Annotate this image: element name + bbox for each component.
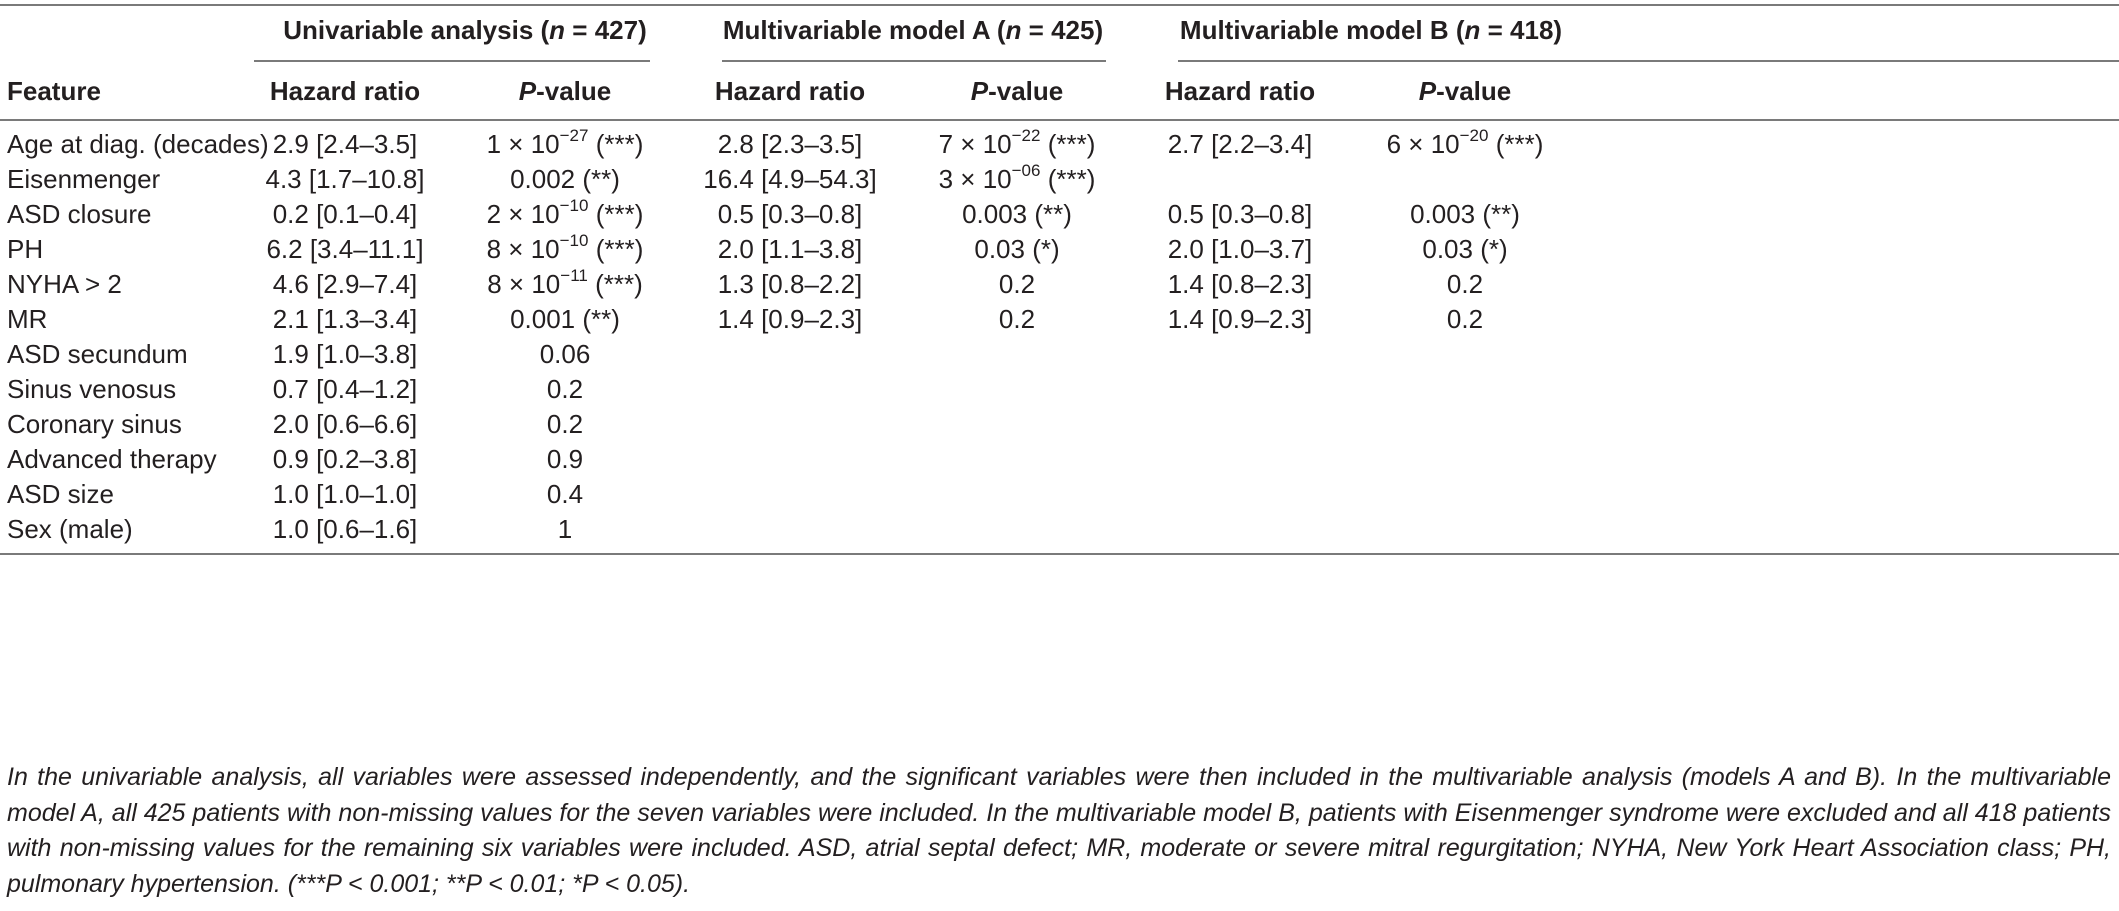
- table-cell-uni-hazard-ratio: 4.6 [2.9–7.4]: [272, 269, 418, 299]
- table-cell-b-pvalue: 0.2: [1446, 304, 1484, 334]
- table-cell-a-hazard-ratio: 0.5 [0.3–0.8]: [717, 199, 863, 229]
- table-cell-feature: MR: [7, 304, 48, 334]
- table-cell-feature: ASD closure: [7, 199, 152, 229]
- table-cell-a-pvalue: 0.03 (*): [974, 234, 1060, 264]
- table-cell-uni-hazard-ratio: 1.0 [1.0–1.0]: [272, 479, 418, 509]
- table-cell-a-hazard-ratio: 2.0 [1.1–3.8]: [717, 234, 863, 264]
- table-cell-a-pvalue: 0.003 (**): [962, 199, 1072, 229]
- column-header-hazard-ratio-model-b: Hazard ratio: [1164, 76, 1316, 106]
- table-cell-uni-pvalue: 0.002 (**): [510, 164, 620, 194]
- table-cell-feature: Coronary sinus: [7, 409, 182, 439]
- table-cell-b-hazard-ratio: 1.4 [0.8–2.3]: [1167, 269, 1313, 299]
- table-cell-feature: ASD size: [7, 479, 114, 509]
- table-cell-feature: NYHA > 2: [7, 269, 122, 299]
- table-cell-uni-pvalue: $8 \times 10^{-10}$ (***): [486, 231, 644, 264]
- column-header-hazard-ratio-univariable: Hazard ratio: [269, 76, 421, 106]
- table-cell-uni-pvalue: 0.2: [546, 409, 584, 439]
- table-cell-b-hazard-ratio: 2.7 [2.2–3.4]: [1167, 129, 1313, 159]
- group-header-model-a: Multivariable model A (n = 425): [722, 15, 1104, 45]
- table-cell-a-hazard-ratio: 1.4 [0.9–2.3]: [717, 304, 863, 334]
- table-cell-b-pvalue: 0.003 (**): [1410, 199, 1520, 229]
- group-header-model-b: Multivariable model B (n = 418): [1179, 15, 1563, 45]
- table-cell-feature: Age at diag. (decades): [7, 129, 269, 159]
- header-rule: [0, 119, 2119, 121]
- table-cell-uni-hazard-ratio: 1.0 [0.6–1.6]: [272, 514, 418, 544]
- table-cell-uni-hazard-ratio: 1.9 [1.0–3.8]: [272, 339, 418, 369]
- column-header-pvalue-univariable: P-value: [518, 76, 612, 106]
- table-cell-a-hazard-ratio: 2.8 [2.3–3.5]: [717, 129, 863, 159]
- table-cell-uni-hazard-ratio: 2.9 [2.4–3.5]: [272, 129, 418, 159]
- group-rule-model-b: [1178, 60, 2119, 62]
- column-header-pvalue-model-a: P-value: [970, 76, 1064, 106]
- table-cell-b-pvalue: $6 \times 10^{-20}$ (***): [1386, 126, 1544, 159]
- table-cell-a-hazard-ratio: 16.4 [4.9–54.3]: [703, 164, 877, 194]
- column-header-feature: Feature: [7, 76, 101, 106]
- table-cell-uni-hazard-ratio: 0.2 [0.1–0.4]: [272, 199, 418, 229]
- table-cell-b-hazard-ratio: 1.4 [0.9–2.3]: [1167, 304, 1313, 334]
- table-cell-a-pvalue: 0.2: [998, 304, 1036, 334]
- table-cell-uni-pvalue: $8 \times 10^{-11}$ (***): [487, 266, 643, 299]
- table-cell-uni-hazard-ratio: 2.0 [0.6–6.6]: [272, 409, 418, 439]
- table-cell-feature: Sinus venosus: [7, 374, 177, 404]
- table-cell-uni-pvalue: 0.4: [546, 479, 584, 509]
- table-cell-a-hazard-ratio: 1.3 [0.8–2.2]: [717, 269, 863, 299]
- table-cell-uni-hazard-ratio: 2.1 [1.3–3.4]: [272, 304, 418, 334]
- column-header-pvalue-model-b: P-value: [1418, 76, 1512, 106]
- group-header-univariable: Univariable analysis (n = 427): [283, 15, 647, 45]
- table-cell-uni-pvalue: 1: [557, 514, 573, 544]
- table-footnote: In the univariable analysis, all variables were assessed independently, and the significant variables were then included in the multivariable analysis (models A and B). In the multivariable model A, all 425 patients with non-missing values for the seven variables were included. In the multivariable model B, patients with Eisenmenger syndrome were excluded and all 418 patients with non-missing values for the remaining six variables were included. ASD, atrial septal defect; MR, moderate or severe mitral regurgitation; NYHA, New York Heart Association class; PH, pulmonary hypertension. (***P < 0.001; **P < 0.01; *P < 0.05).: [7, 763, 2111, 898]
- table-cell-uni-pvalue: $1 \times 10^{-27}$ (***): [486, 126, 644, 159]
- table-cell-uni-pvalue: 0.9: [546, 444, 584, 474]
- table-top-rule: [0, 4, 2119, 6]
- table-bottom-rule: [0, 553, 2119, 555]
- table-cell-b-hazard-ratio: 2.0 [1.0–3.7]: [1167, 234, 1313, 264]
- table-cell-uni-hazard-ratio: 0.7 [0.4–1.2]: [272, 374, 418, 404]
- table-cell-uni-hazard-ratio: 6.2 [3.4–11.1]: [266, 234, 424, 264]
- table-cell-uni-pvalue: 0.001 (**): [510, 304, 620, 334]
- table-cell-b-pvalue: 0.03 (*): [1422, 234, 1508, 264]
- column-header-hazard-ratio-model-a: Hazard ratio: [714, 76, 866, 106]
- group-rule-model-a: [722, 60, 1106, 62]
- table-cell-feature: Eisenmenger: [7, 164, 161, 194]
- table-cell-b-pvalue: 0.2: [1446, 269, 1484, 299]
- table-cell-feature: Advanced therapy: [7, 444, 217, 474]
- table-cell-feature: PH: [7, 234, 44, 264]
- table-cell-uni-pvalue: 0.06: [539, 339, 591, 369]
- table-cell-uni-pvalue: 0.2: [546, 374, 584, 404]
- table-cell-feature: ASD secundum: [7, 339, 188, 369]
- table-cell-b-hazard-ratio: 0.5 [0.3–0.8]: [1167, 199, 1313, 229]
- table-cell-uni-pvalue: $2 \times 10^{-10}$ (***): [486, 196, 644, 229]
- table-cell-uni-hazard-ratio: 4.3 [1.7–10.8]: [265, 164, 425, 194]
- table-cell-a-pvalue: $7 \times 10^{-22}$ (***): [938, 126, 1096, 159]
- table-cell-a-pvalue: 0.2: [998, 269, 1036, 299]
- table-cell-uni-hazard-ratio: 0.9 [0.2–3.8]: [272, 444, 418, 474]
- table-cell-a-pvalue: $3 \times 10^{-06}$ (***): [938, 161, 1096, 194]
- group-rule-univariable: [254, 60, 650, 62]
- table-cell-feature: Sex (male): [7, 514, 133, 544]
